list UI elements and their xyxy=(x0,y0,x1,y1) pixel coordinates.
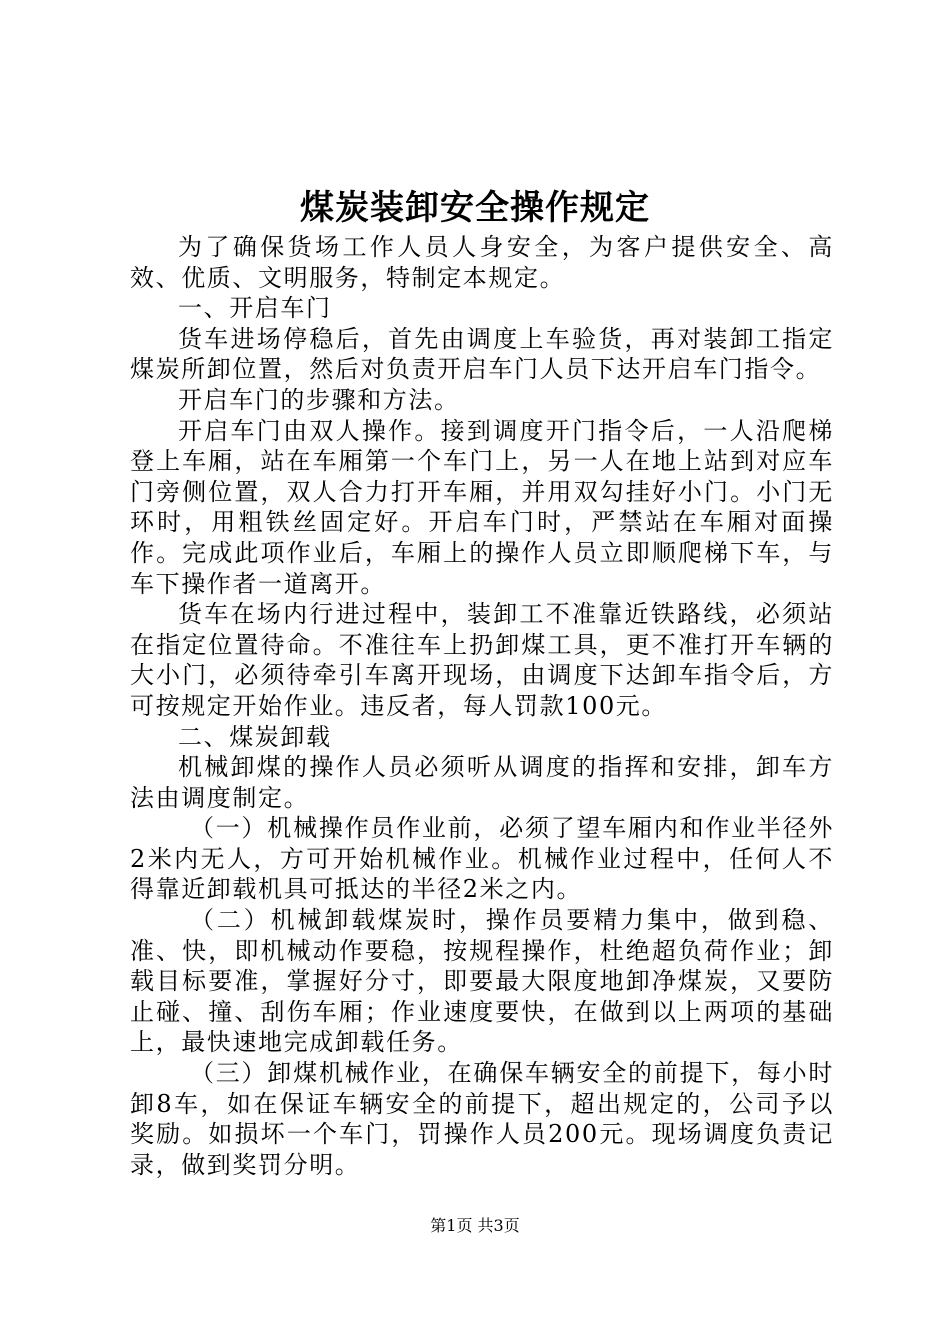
section-heading-unloading: 二、煤炭卸载 xyxy=(178,722,332,751)
paragraph: 开启车门的步骤和方法。 xyxy=(178,385,460,414)
list-item: （一）机械操作员作业前，必须了望车厢内和作业半径外2米内无人，方可开始机械作业。机械作业过程中，任何人不得靠近卸载机具可抵达的半径2米之内。 xyxy=(130,814,834,904)
section-heading-open-door: 一、开启车门 xyxy=(178,294,332,323)
list-item: （二）机械卸载煤炭时，操作员要精力集中，做到稳、准、快，即机械动作要稳，按规程操作，杜绝超负荷作业；卸载目标要准，掌握好分寸，即要最大限度地卸净煤炭，又要防止碰、撞、刮伤车厢；作业速度要快，在做到以上两项的基础上，最快速地完成卸载任务。 xyxy=(130,906,834,1057)
document-title: 煤炭装卸安全操作规定 xyxy=(300,188,650,228)
page-number: 第1页 共3页 xyxy=(430,1216,520,1235)
list-item: （三）卸煤机械作业，在确保车辆安全的前提下，每小时卸8车，如在保证车辆安全的前提下，超出规定的，公司予以奖励。如损坏一个车门，罚操作人员200元。现场调度负责记录，做到奖罚分明。 xyxy=(130,1059,834,1179)
paragraph: 货车在场内行进过程中，装卸工不准靠近铁路线，必须站在指定位置待命。不准往车上扔卸煤工具，更不准打开车辆的大小门，必须待牵引车离开现场，由调度下达卸车指令后，方可按规定开始作业。违反者，每人罚款100元。 xyxy=(130,600,834,720)
paragraph: 开启车门由双人操作。接到调度开门指令后，一人沿爬梯登上车厢，站在车厢第一个车门上，另一人在地上站到对应车门旁侧位置，双人合力打开车厢，并用双勾挂好小门。小门无环时，用粗铁丝固定好。开启车门时，严禁站在车厢对面操作。完成此项作业后，车厢上的操作人员立即顺爬梯下车，与车下操作者一道离开。 xyxy=(130,416,834,598)
paragraph: 机械卸煤的操作人员必须听从调度的指挥和安排，卸车方法由调度制定。 xyxy=(130,753,834,812)
paragraph: 货车进场停稳后，首先由调度上车验货，再对装卸工指定煤炭所卸位置，然后对负责开启车门人员下达开启车门指令。 xyxy=(130,324,834,384)
document-body xyxy=(130,232,834,1180)
paragraph-intro: 为了确保货场工作人员人身安全，为客户提供安全、高效、优质、文明服务，特制定本规定。 xyxy=(130,233,834,292)
